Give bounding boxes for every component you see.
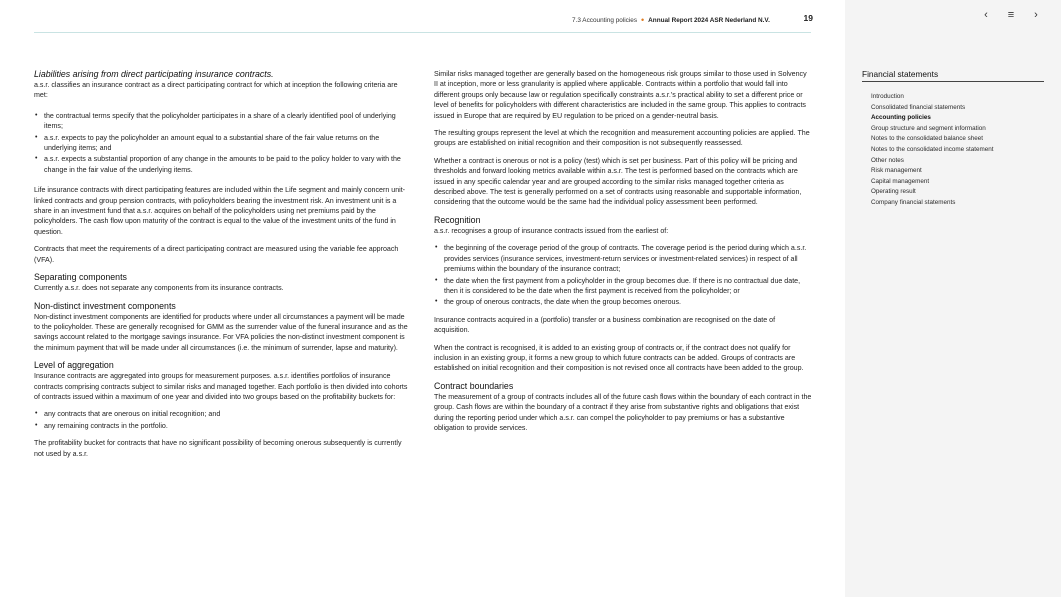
separator-dot: • — [641, 15, 645, 25]
toc-item-notes-balance-sheet[interactable]: Notes to the consolidated balance sheet — [871, 135, 984, 143]
heading-nondistinct: Non-distinct investment components — [34, 300, 176, 311]
toc-item-capital-management[interactable]: Capital management — [871, 177, 930, 185]
paragraph: Insurance contracts are aggregated into groups for measurement purposes. a.s.r. identifies portfolios of insurance contracts comprising contracts subject to similar risks and managed together. Each portfolio is then divided into cohorts of contracts issued within a maximum of one year and divided into two groups based on the profitability buckets for: — [34, 372, 408, 401]
paragraph: a.s.r. classifies an insurance contract as a direct participating contract for which at inception the following criteria are met: — [34, 81, 398, 100]
toc-item-group-structure[interactable]: Group structure and segment information — [871, 124, 986, 132]
paragraph: The measurement of a group of contracts includes all of the future cash flows within the boundary of each contract in the group. Cash flows are within the boundary of a contract if they arise from substantive rights and obligations that exist during the reporting period under which a.s.r. can compel the policyholder to pay premiums or has a substantive obligation to provide services. — [434, 392, 812, 432]
list-item: • the date when the first payment from a policyholder in the group becomes due. If there is no contractual due date, then it is considered to be the date when the first payment is received from the policyholder; or — [434, 276, 812, 297]
paragraph: Life insurance contracts with direct participating features are included within the Life segment and mainly concern unit-linked contracts and group pension contracts, with policyholders bearing the investment risk. An investment unit is a share in an investment fund that a.s.r. acquires on behalf of the policyholders using net premiums paid by the policyholders. The cash flow upon maturity of the contract is equal to the value of the investment units of the fund in question. — [34, 186, 406, 236]
toc-item-company-financial-statements[interactable]: Company financial statements — [871, 198, 956, 206]
report-title: Annual Report 2024 ASR Nederland N.V. — [648, 16, 770, 24]
paragraph: Insurance contracts acquired in a (portfolio) transfer or a business combination are recognised on the date of acquisition. — [434, 315, 776, 335]
toc-item-accounting-policies[interactable]: Accounting policies — [871, 114, 931, 122]
paragraph: Similar risks managed together are generally based on the homogeneous risk groups similar to those used in Solvency II at inception, more or less granularity is applied where applicable. Contracts within a portfolio that would fall into different groups only because law or regulation specifically constraints a.s.r.'s practical ability to set a different price or level of benefits for policyholders with different characteristics are included in the same group. This applies to contracts issued in Europe that are required by EU regulation to be priced on a gender-neutral basis. — [434, 70, 807, 120]
paragraph: Whether a contract is onerous or not is a policy (test) which is set per business. Part of this policy will be pricing and thresholds and forward looking metrics available within a.s.r. The test is performed based on the contracts which are issued in any specific calendar year and are grouped according to the similar risks managed together criteria as described above. The test is generally performed on a set of contracts using reasonable and supportable information, considering that the outcome would be the same had the individual policy assessment been performed. — [434, 156, 802, 207]
list-item: • any remaining contracts in the portfolio. — [34, 421, 410, 431]
paragraph: a.s.r. recognises a group of insurance contracts issued from the earliest of: — [434, 226, 669, 235]
list-item: • a.s.r. expects a substantial proportion of any change in the amounts to be paid to the policy holder to vary with the change in the fair value of the underlying items. — [34, 154, 410, 175]
toc-item-introduction[interactable]: Introduction — [871, 93, 904, 100]
recognition-list — [434, 243, 812, 307]
menu-icon[interactable]: ≡ — [1007, 9, 1015, 21]
list-item: • a.s.r. expects to pay the policyholder an amount equal to a substantial share of the fair value returns on the underlying items; and — [34, 133, 410, 154]
heading-liabilities: Liabilities arising from direct participating insurance contracts. — [34, 69, 274, 79]
page-header — [572, 14, 817, 26]
paragraph: When the contract is recognised, it is added to an existing group of contracts or, if the contract does not qualify for inclusion in an existing group, it forms a new group to which future contracts can be added. Groups of contracts are established on initial recognition and their composition is not revised once all contracts have been added to the group. — [434, 343, 804, 373]
heading-recognition: Recognition — [434, 214, 481, 225]
heading-aggregation: Level of aggregation — [34, 360, 114, 371]
buckets-list — [34, 409, 410, 431]
toc-item-operating-result[interactable]: Operating result — [871, 188, 916, 196]
section-label[interactable]: 7.3 Accounting policies — [572, 16, 638, 24]
toc-item-other-notes[interactable]: Other notes — [871, 156, 904, 164]
previous-page-icon[interactable]: ‹ — [984, 9, 988, 21]
left-column — [34, 69, 410, 466]
page-number: 19 — [803, 13, 813, 23]
list-item: • any contracts that are onerous on initial recognition; and — [34, 409, 410, 419]
paragraph: The resulting groups represent the level at which the recognition and measurement accounting policies are applied. The groups are established on initial recognition and their composition is not subsequently reassessed. — [434, 129, 810, 148]
paragraph: Non-distinct investment components are identified for products where under all circumstances a payment will be made to the policyholder. These are generally recognised for GMM as the surrender value of the funeral insurance and as the savings account related to the mortgage savings insurance. For VFA policies the non-distinct investment component is the minimum payment that will be made under all circumstances (i.e. the minimum of surrender, lapse and maturity). — [34, 312, 408, 352]
sidebar-toc — [871, 92, 1036, 209]
toc-item-notes-income-statement[interactable]: Notes to the consolidated income statement — [871, 145, 994, 153]
heading-boundaries: Contract boundaries — [434, 380, 514, 391]
paragraph: The profitability bucket for contracts that have no significant possibility of becoming onerous subsequently is currently not used by a.s.r. — [34, 439, 402, 458]
paragraph: Contracts that meet the requirements of a direct participating contract are measured using the variable fee approach (VFA). — [34, 245, 399, 264]
criteria-list — [34, 111, 410, 175]
toc-item-consolidated-financial-statements[interactable]: Consolidated financial statements — [871, 103, 966, 111]
toc-item-risk-management[interactable]: Risk management — [871, 167, 922, 175]
header-divider — [34, 32, 811, 33]
next-page-icon[interactable]: › — [1034, 9, 1038, 21]
page-navigation — [980, 9, 1042, 21]
sidebar — [845, 0, 1061, 597]
right-column — [434, 69, 812, 440]
paragraph: Currently a.s.r. does not separate any components from its insurance contracts. — [34, 284, 284, 293]
list-item: • the beginning of the coverage period of the group of contracts. The coverage period is the period during which a.s.r. provides services (insurance services, investment-return services or investment-related services) in respect of all premiums within the boundary of the insurance contract; — [434, 243, 812, 274]
list-item: • the group of onerous contracts, the date when the group becomes onerous. — [434, 297, 812, 307]
sidebar-title: Financial statements — [862, 69, 1044, 82]
heading-separating: Separating components — [34, 272, 127, 283]
list-item: • the contractual terms specify that the policyholder participates in a share of a clearly identified pool of underlying items; — [34, 111, 410, 132]
